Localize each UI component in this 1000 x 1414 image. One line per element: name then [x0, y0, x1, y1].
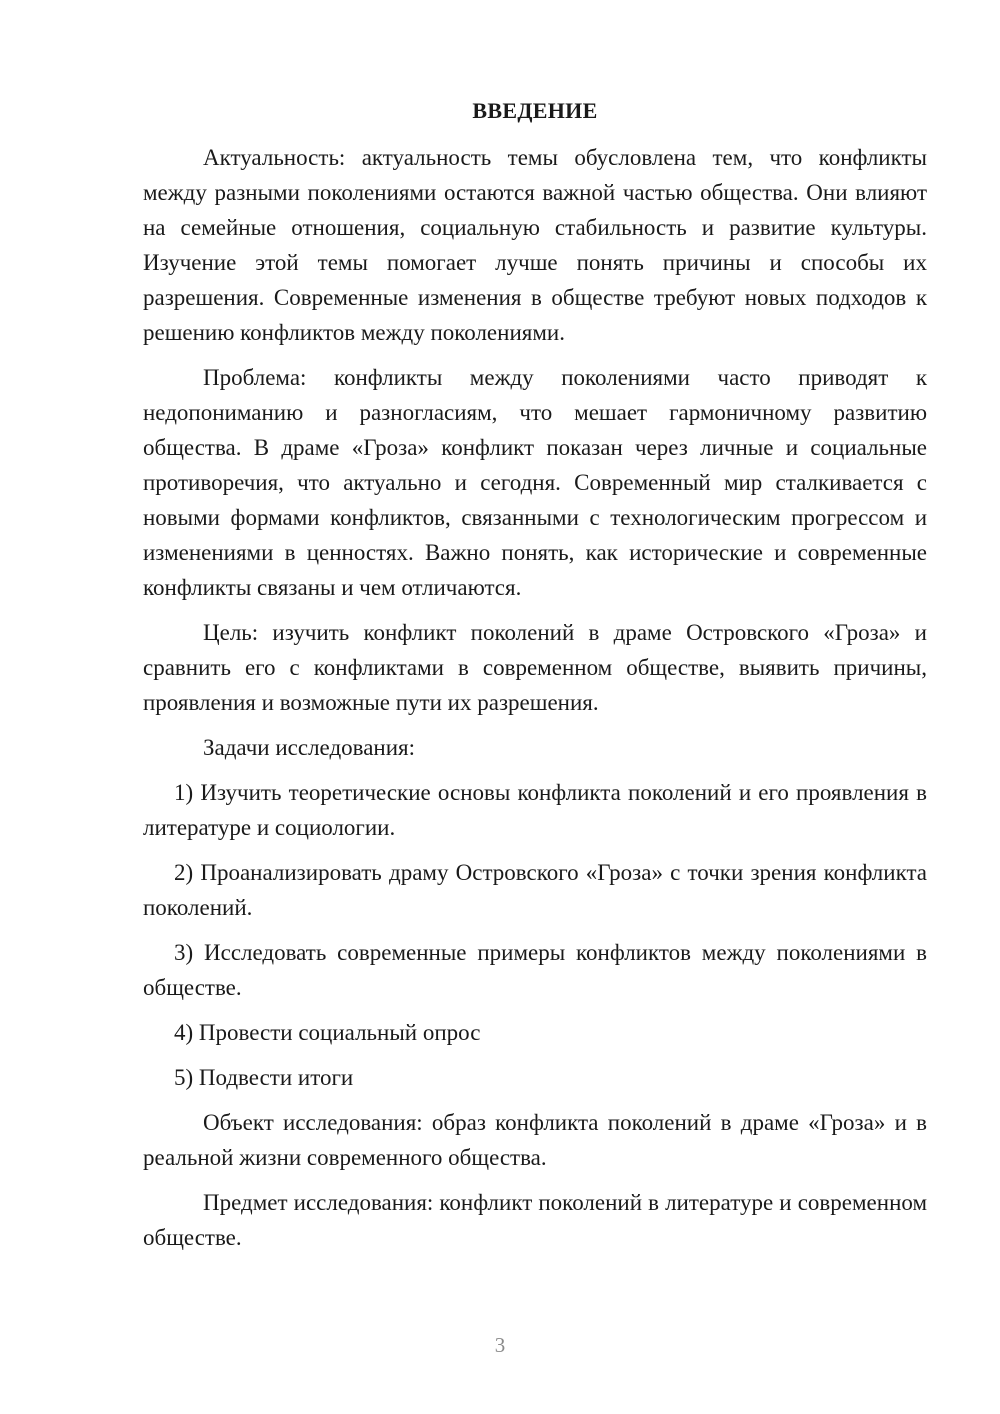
tasks-heading: Задачи исследования: [203, 735, 416, 760]
page-content [143, 96, 927, 1265]
problem-paragraph: Проблема: конфликты между поколениями часто приводят к недопониманию и разногласиям, что мешает гармоничному развитию общества. В драме «Гроза» конфликт показан через личные и социальные противоречия, что актуально и сегодня. Современный мир сталкивается с новыми формами конфликтов, связанными с технологическим прогрессом и изменениями в ценностях. Важно понять, как исторические и современные конфликты связаны и чем отличаются. [143, 365, 927, 600]
page-title: ВВЕДЕНИЕ [472, 98, 598, 123]
task-item-1: 1) Изучить теоретические основы конфликта поколений и его проявления в литературе и социологии. [143, 780, 927, 840]
goal-paragraph: Цель: изучить конфликт поколений в драме Островского «Гроза» и сравнить его с конфликтами в современном обществе, выявить причины, проявления и возможные пути их разрешения. [143, 620, 927, 715]
task-item-4: 4) Провести социальный опрос [174, 1020, 481, 1045]
page-number: 3 [494, 1333, 506, 1357]
task-item-5: 5) Подвести итоги [174, 1065, 354, 1090]
task-item-3: 3) Исследовать современные примеры конфликтов между поколениями в обществе. [143, 940, 927, 1000]
relevance-paragraph: Актуальность: актуальность темы обусловлена тем, что конфликты между разными поколениями остаются важной частью общества. Они влияют на семейные отношения, социальную стабильность и развитие культуры. Изучение этой темы помогает лучше понять причины и способы их разрешения. Современные изменения в обществе требуют новых подходов к решению конфликтов между поколениями. [143, 145, 927, 345]
task-item-2: 2) Проанализировать драму Островского «Гроза» с точки зрения конфликта поколений. [143, 860, 927, 920]
object-paragraph: Объект исследования: образ конфликта поколений в драме «Гроза» и в реальной жизни современного общества. [143, 1110, 927, 1170]
subject-paragraph: Предмет исследования: конфликт поколений в литературе и современном обществе. [143, 1190, 927, 1250]
